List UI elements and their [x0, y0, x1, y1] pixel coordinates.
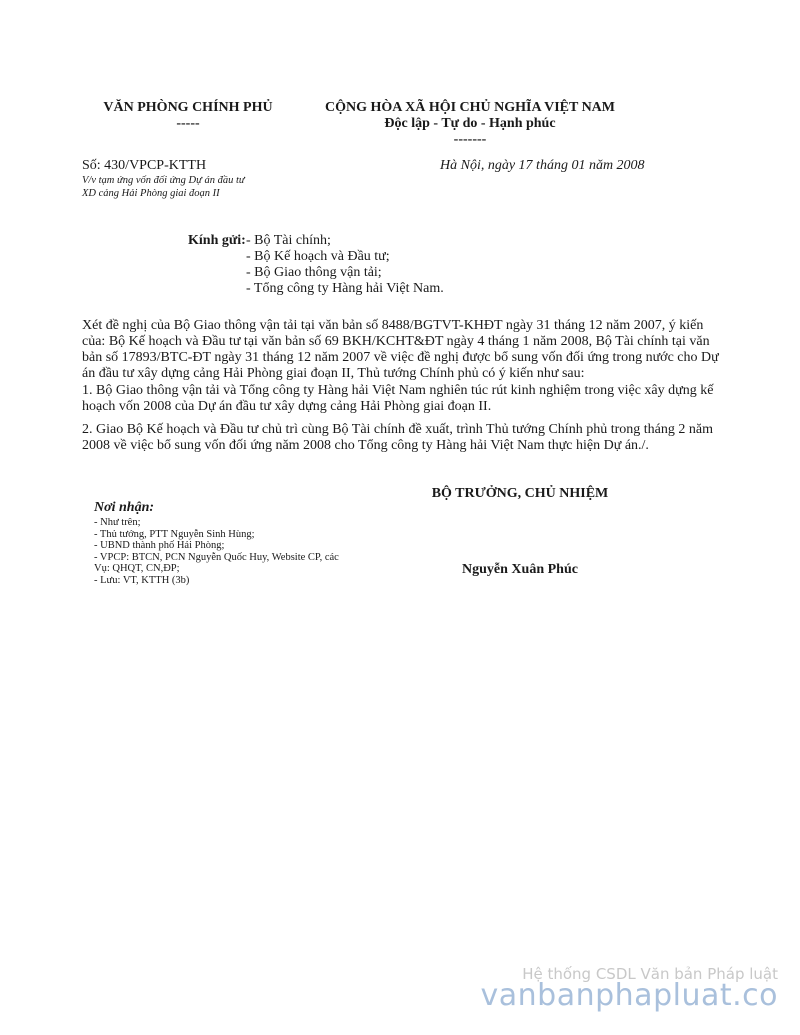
agency-rule: ----- — [176, 116, 200, 131]
document-subject — [82, 174, 302, 200]
recipient-item: - Lưu: VT, KTTH (3b) — [94, 574, 190, 586]
agency-header — [88, 100, 288, 132]
recipient-item: - VPCP: BTCN, PCN Nguyễn Quốc Huy, Website CP, các — [94, 551, 339, 563]
signer-name: Nguyễn Xuân Phúc — [462, 562, 578, 577]
addressees-label: Kính gửi: — [188, 233, 246, 248]
agency-name: VĂN PHÒNG CHÍNH PHỦ — [103, 100, 273, 115]
national-header — [300, 100, 640, 148]
body-paragraph-2: 2. Giao Bộ Kế hoạch và Đầu tư chủ trì cùng Bộ Tài chính đề xuất, trình Thủ tướng Chính phủ trong tháng 2 năm 2008 về việc bổ sung vốn đối ứng năm 2008 cho Tổng công ty Hàng hải Việt Nam thực hiện Dự án./. — [82, 422, 713, 453]
document-number: Số: 430/VPCP-KTTH — [82, 158, 207, 173]
signer-title: BỘ TRƯỞNG, CHỦ NHIỆM — [431, 486, 609, 501]
motto: Độc lập - Tự do - Hạnh phúc — [384, 116, 556, 131]
recipient-item: Vụ: QHQT, CN,ĐP; — [94, 563, 180, 574]
nation-name: CỘNG HÒA XÃ HỘI CHỦ NGHĨA VIỆT NAM — [324, 100, 615, 115]
subject-line: XD cảng Hải Phòng giai đoạn II — [82, 188, 220, 199]
watermark-caption: Hệ thống CSDL Văn bản Pháp luật — [522, 965, 778, 983]
motto-rule: ------- — [453, 132, 487, 147]
addressee-item: - Bộ Tài chính; — [246, 233, 331, 248]
subject-line: V/v tạm ứng vốn đối ứng Dự án đầu tư — [82, 175, 245, 186]
recipients-list — [94, 517, 364, 586]
recipient-item: - Thủ tướng, PTT Nguyễn Sinh Hùng; — [94, 528, 255, 540]
addressee-item: - Bộ Giao thông vận tải; — [246, 265, 382, 280]
recipient-item: - UBND thành phố Hải Phòng; — [94, 540, 225, 551]
addressee-item: - Tổng công ty Hàng hải Việt Nam. — [246, 281, 444, 296]
body-paragraph-intro: Xét đề nghị của Bộ Giao thông vận tải tại văn bản số 8488/BGTVT-KHĐT ngày 31 tháng 12 năm 2007, ý kiến của: Bộ Kế hoạch và Đầu tư tại văn bản số 69 BKH/KCHT&ĐT ngày 4 tháng 1 năm 2008, Bộ Tài chính tại văn bản số 17893/BTC-ĐT ngày 31 tháng 12 năm 2007 về việc đề nghị được bổ sung vốn đối ứng trong nước cho Dự án đầu tư xây dựng cảng Hải Phòng giai đoạn II, Thủ tướng Chính phủ có ý kiến như sau: — [82, 318, 719, 381]
addressees-list — [246, 233, 444, 297]
body-paragraph-1: 1. Bộ Giao thông vận tải và Tổng công ty Hàng hải Việt Nam nghiên túc rút kinh nghiệm trong việc xây dựng kế hoạch vốn 2008 của Dự án đầu tư xây dựng cảng Hải Phòng giai đoạn II. — [82, 383, 714, 414]
watermark-site: vanbanphapluat.co — [480, 978, 778, 1013]
recipients-label: Nơi nhận: — [94, 500, 155, 515]
addressee-item: - Bộ Kế hoạch và Đầu tư; — [246, 249, 390, 264]
place-date: Hà Nội, ngày 17 tháng 01 năm 2008 — [440, 158, 645, 173]
recipient-item: - Như trên; — [94, 517, 141, 528]
